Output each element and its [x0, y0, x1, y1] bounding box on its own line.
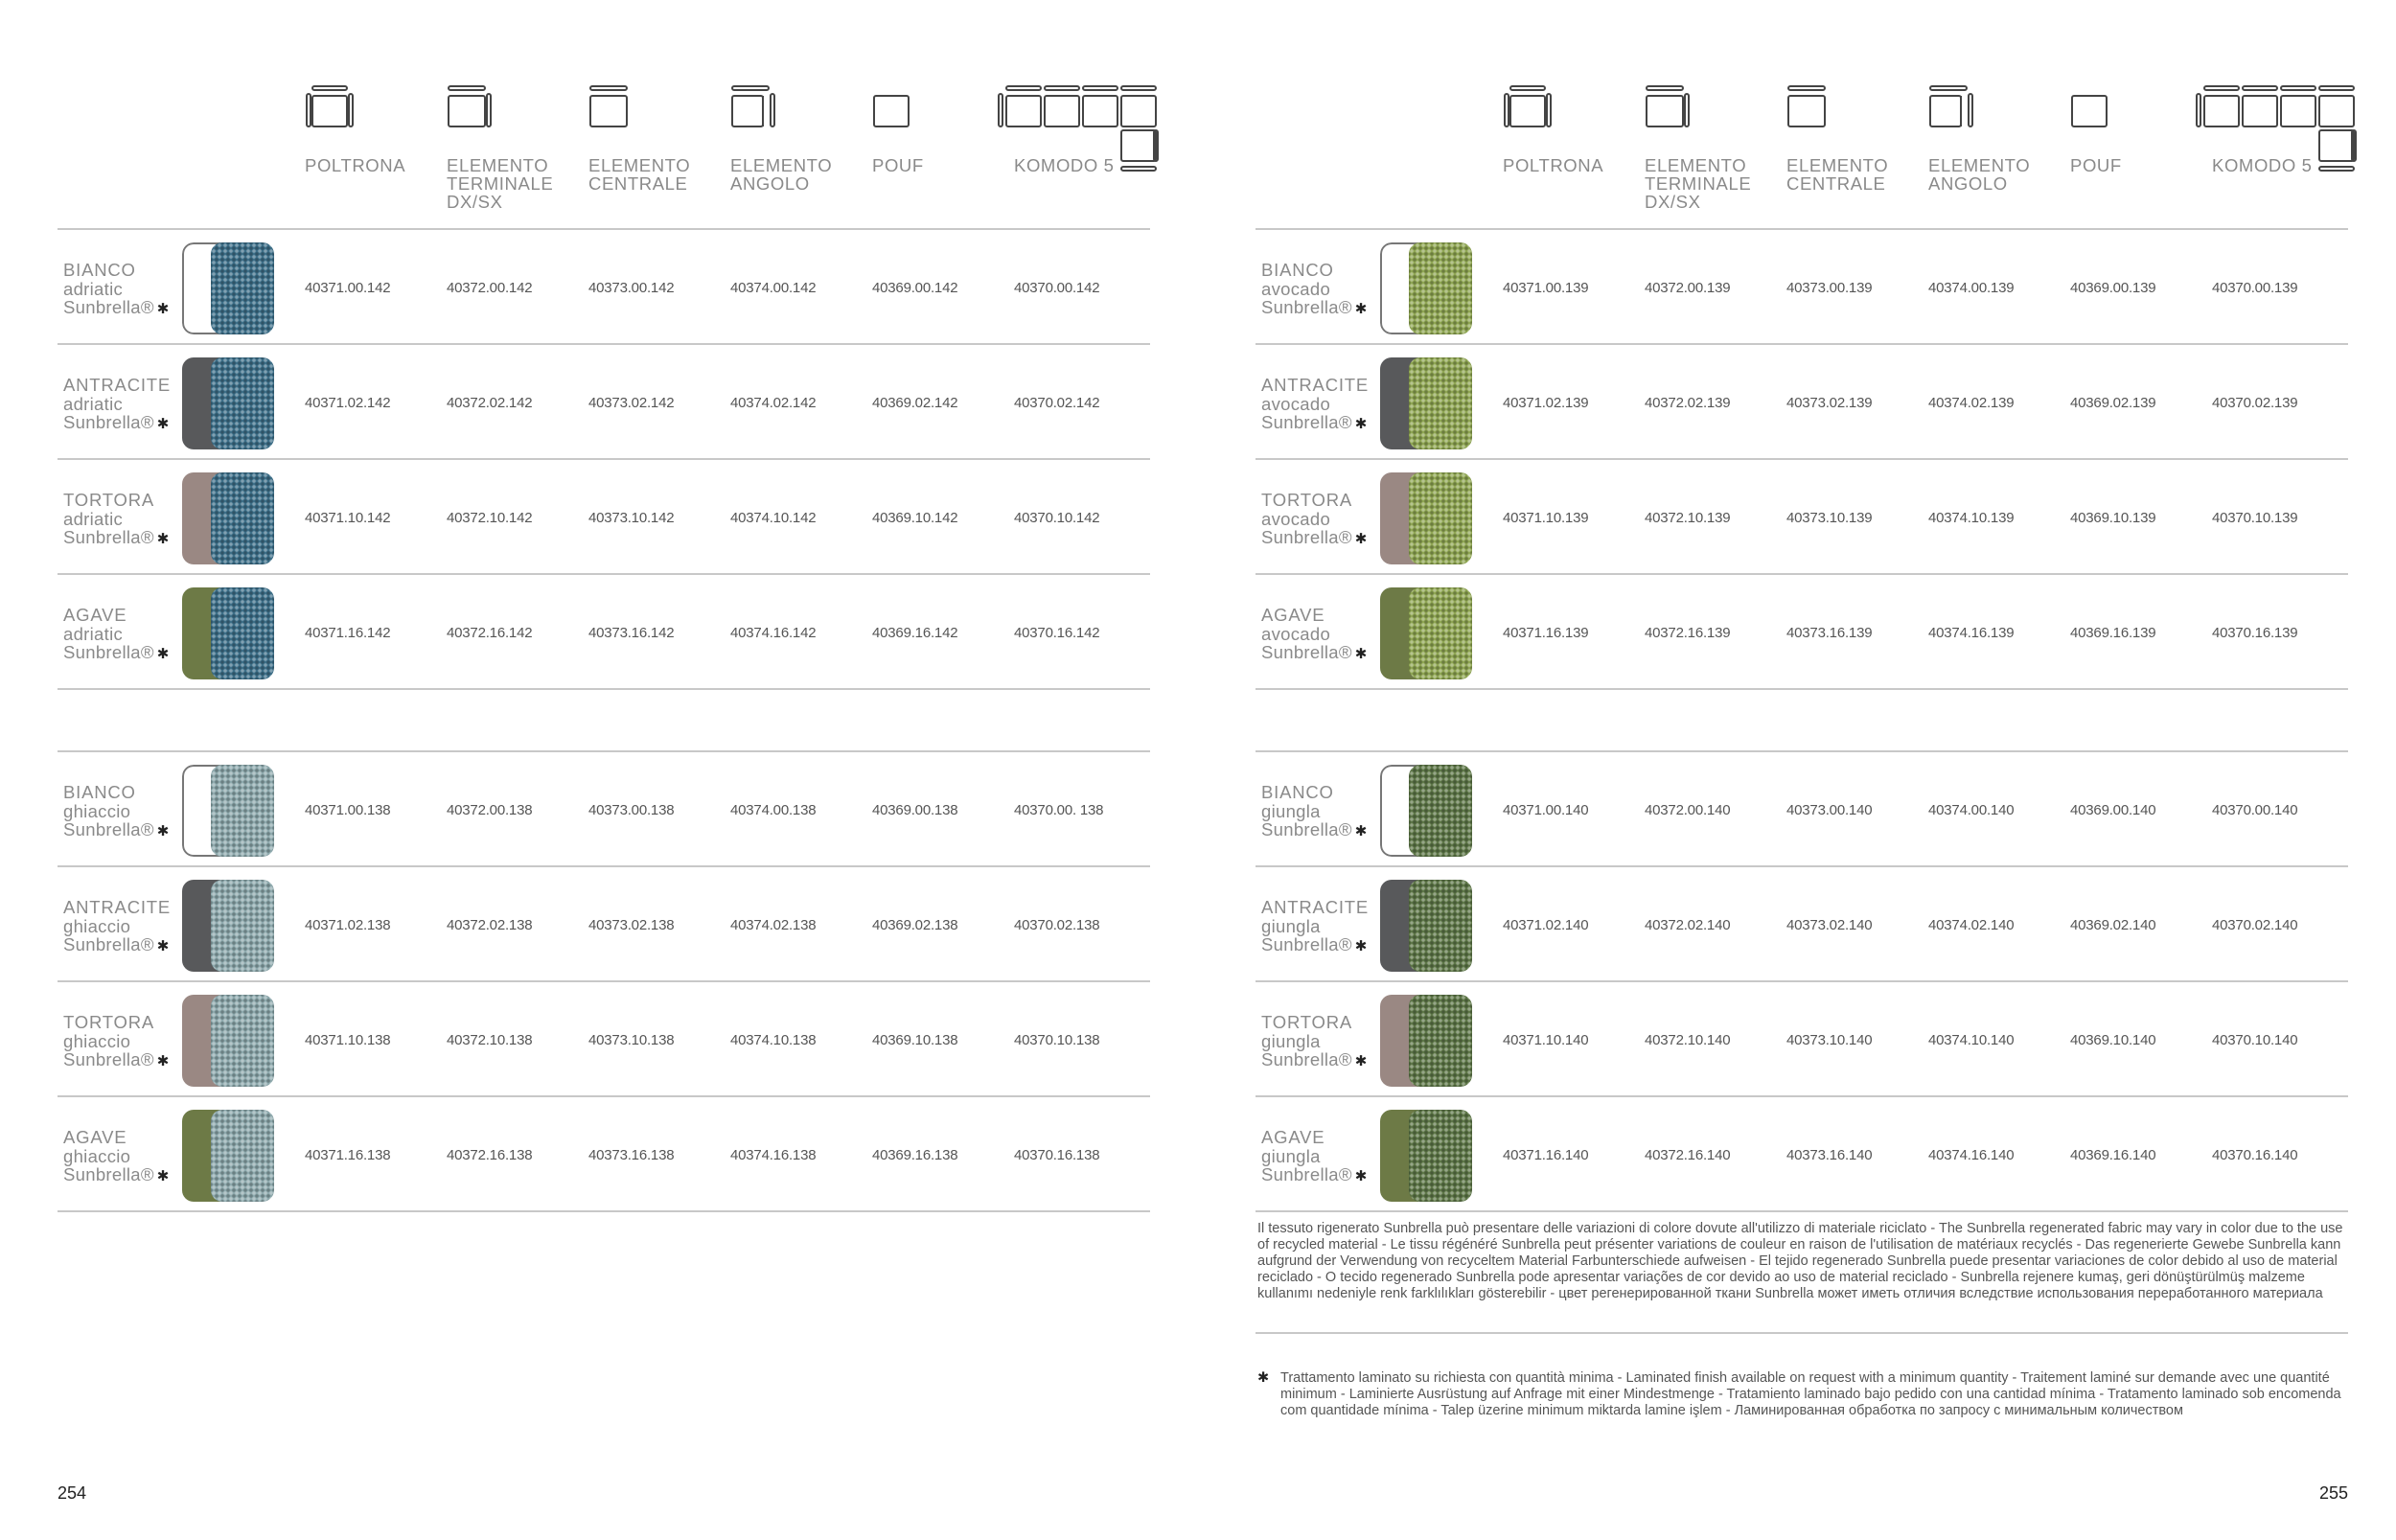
product-code: 40374.02.139	[1928, 395, 2015, 411]
product-code: 40373.10.139	[1786, 510, 1873, 526]
table-row	[58, 752, 1150, 867]
finish-name	[1261, 376, 1369, 434]
laminate-star-icon: ✱	[156, 531, 170, 547]
finish-swatch	[1380, 765, 1472, 857]
product-code: 40371.00.139	[1503, 280, 1589, 296]
brand-text: Sunbrella®	[63, 527, 154, 547]
column-label: ELEMENTO CENTRALE	[588, 155, 691, 194]
product-code: 40372.00.140	[1645, 802, 1731, 818]
product-code: 40370.02.138	[1014, 917, 1100, 933]
product-code: 40372.02.142	[447, 395, 533, 411]
brand-label	[1261, 528, 1368, 549]
laminate-star-icon: ✱	[156, 416, 170, 432]
product-code: 40374.02.142	[730, 395, 817, 411]
brand-label	[1261, 1165, 1368, 1186]
finish-name	[63, 261, 170, 319]
table-row	[1256, 460, 2348, 575]
product-code: 40373.16.142	[588, 625, 675, 641]
table-row	[1256, 345, 2348, 460]
product-code: 40370.16.140	[2212, 1147, 2298, 1163]
product-code: 40369.00.138	[872, 802, 958, 818]
product-code: 40372.10.142	[447, 510, 533, 526]
product-code: 40371.10.142	[305, 510, 391, 526]
product-code: 40369.00.140	[2070, 802, 2156, 818]
finish-swatch	[182, 765, 274, 857]
product-code: 40370.16.142	[1014, 625, 1100, 641]
frame-color-label: ANTRACITE	[1261, 897, 1370, 917]
fabric-swatch	[1409, 472, 1472, 564]
fabric-swatch	[1409, 1110, 1472, 1202]
product-code: 40370.00. 138	[1014, 802, 1104, 818]
product-code: 40371.16.140	[1503, 1147, 1589, 1163]
table-row	[58, 982, 1150, 1097]
column-label: ELEMENTO TERMINALE DX/SX	[1645, 155, 1752, 212]
product-code: 40374.00.139	[1928, 280, 2015, 296]
product-code: 40370.00.140	[2212, 802, 2298, 818]
product-code: 40372.02.139	[1645, 395, 1731, 411]
fabric-swatch	[211, 1110, 274, 1202]
laminate-star-icon: ✱	[156, 1168, 170, 1184]
recycled-fabric-note: Il tessuto rigenerato Sunbrella può presentare delle variazioni di colore dovute all'utilizzo di materiale riciclato - The Sunbrella regenerated fabric may vary in color due to the use of recycled material - Le tissu régénéré Sunbrella peut présenter variations de couleur en raison de l'utilisation de matériaux recyclés - Das regenerierte Gewebe Sunbrella kann aufgrund der Verwendung von recyceltem Material Farbunterschiede aufweisen - El tejido regenerado Sunbrella puede presentar variaciones de color debido al uso de material reciclado - O tecido regenerado Sunbrella pode apresentar variações de cor devido ao uso de material reciclado - Sunbrella rejenere kumaş, geri dönüştürülmüş malzeme kullanımı nedeniyle renk farklılıkları gösterebilir - цвет регенерированной ткани Sunbrella может иметь отличия вследствие использования переработанного материала	[1257, 1221, 2343, 1301]
laminate-star-icon: ✱	[1354, 301, 1368, 317]
finish-swatch	[182, 880, 274, 972]
laminate-star-icon: ✱	[156, 646, 170, 662]
brand-text: Sunbrella®	[63, 1164, 154, 1184]
finish-name	[1261, 1013, 1368, 1071]
brand-text: Sunbrella®	[63, 934, 154, 954]
brand-text: Sunbrella®	[1261, 1049, 1352, 1069]
frame-color-label: ANTRACITE	[1261, 375, 1370, 395]
armchair-icon	[1503, 84, 1555, 132]
finish-name	[1261, 1128, 1368, 1186]
fabric-label: avocado	[1261, 623, 1331, 644]
finish-swatch	[182, 587, 274, 679]
table-row	[1256, 867, 2348, 982]
table-row	[1256, 1097, 2348, 1212]
finish-name	[1261, 783, 1368, 841]
frame-color-label: BIANCO	[1261, 260, 1334, 280]
product-code: 40370.02.142	[1014, 395, 1100, 411]
frame-color-label: BIANCO	[63, 782, 136, 802]
brand-text: Sunbrella®	[63, 819, 154, 839]
finish-name	[1261, 491, 1368, 549]
brand-label	[63, 528, 170, 549]
product-code: 40372.10.139	[1645, 510, 1731, 526]
product-code: 40370.02.139	[2212, 395, 2298, 411]
product-code: 40373.10.140	[1786, 1032, 1873, 1048]
finish-swatch	[1380, 995, 1472, 1087]
brand-label	[1261, 1050, 1368, 1071]
laminate-star-icon: ✱	[1354, 1168, 1368, 1184]
brand-text: Sunbrella®	[1261, 642, 1352, 662]
laminate-star-icon: ✱	[1354, 1053, 1368, 1069]
finish-swatch	[182, 995, 274, 1087]
product-code: 40374.10.138	[730, 1032, 817, 1048]
product-code: 40372.00.142	[447, 280, 533, 296]
product-code: 40374.00.138	[730, 802, 817, 818]
product-code: 40374.02.140	[1928, 917, 2015, 933]
product-code: 40371.10.138	[305, 1032, 391, 1048]
column-label: KOMODO 5	[2212, 155, 2313, 175]
page-number: 254	[58, 1483, 87, 1503]
product-code: 40370.02.140	[2212, 917, 2298, 933]
brand-label	[63, 1050, 170, 1071]
fabric-swatch	[211, 995, 274, 1087]
product-code: 40373.02.140	[1786, 917, 1873, 933]
column-label: POUF	[2070, 155, 2122, 175]
product-code: 40369.10.142	[872, 510, 958, 526]
column-label: ELEMENTO CENTRALE	[1786, 155, 1889, 194]
product-code: 40374.10.139	[1928, 510, 2015, 526]
fabric-label: giungla	[1261, 800, 1321, 821]
product-code: 40369.10.140	[2070, 1032, 2156, 1048]
table-row	[58, 575, 1150, 690]
fabric-swatch	[211, 242, 274, 334]
product-code: 40372.16.139	[1645, 625, 1731, 641]
table-row	[58, 1097, 1150, 1212]
finish-name	[63, 491, 170, 549]
finish-name	[63, 376, 171, 434]
brand-text: Sunbrella®	[1261, 1164, 1352, 1184]
finish-swatch	[182, 357, 274, 449]
product-code: 40373.16.139	[1786, 625, 1873, 641]
central-element-icon	[588, 84, 631, 132]
product-code: 40374.10.142	[730, 510, 817, 526]
product-code: 40370.10.139	[2212, 510, 2298, 526]
fabric-label: adriatic	[63, 393, 124, 414]
finish-swatch	[1380, 1110, 1472, 1202]
frame-color-label: TORTORA	[63, 1012, 155, 1032]
frame-color-label: TORTORA	[63, 490, 155, 510]
finish-swatch	[1380, 587, 1472, 679]
fabric-label: giungla	[1261, 1030, 1321, 1051]
fabric-swatch	[211, 765, 274, 857]
fabric-swatch	[1409, 765, 1472, 857]
brand-text: Sunbrella®	[63, 297, 154, 317]
product-code: 40370.10.142	[1014, 510, 1100, 526]
product-code: 40371.10.140	[1503, 1032, 1589, 1048]
frame-color-label: AGAVE	[63, 605, 127, 625]
product-code: 40373.00.138	[588, 802, 675, 818]
product-code: 40371.02.138	[305, 917, 391, 933]
column-label: POLTRONA	[305, 155, 406, 175]
product-code: 40372.16.138	[447, 1147, 533, 1163]
fabric-label: avocado	[1261, 508, 1331, 529]
brand-label	[63, 1165, 170, 1186]
product-code: 40370.10.140	[2212, 1032, 2298, 1048]
frame-color-label: TORTORA	[1261, 1012, 1353, 1032]
brand-label	[63, 935, 171, 956]
brand-text: Sunbrella®	[1261, 527, 1352, 547]
frame-color-label: BIANCO	[1261, 782, 1334, 802]
brand-label	[63, 413, 171, 434]
laminate-star-icon: ✱	[1257, 1370, 1270, 1386]
fabric-swatch	[211, 880, 274, 972]
product-code: 40371.16.142	[305, 625, 391, 641]
laminate-star-icon: ✱	[156, 823, 170, 839]
product-code: 40374.16.138	[730, 1147, 817, 1163]
brand-label	[1261, 298, 1368, 319]
product-code: 40371.00.138	[305, 802, 391, 818]
laminate-star-icon: ✱	[1354, 416, 1368, 432]
brand-label	[1261, 413, 1369, 434]
column-label: POLTRONA	[1503, 155, 1604, 175]
fabric-swatch	[1409, 242, 1472, 334]
product-code: 40369.02.139	[2070, 395, 2156, 411]
product-code: 40370.10.138	[1014, 1032, 1100, 1048]
product-code: 40374.02.138	[730, 917, 817, 933]
brand-text: Sunbrella®	[1261, 412, 1352, 432]
frame-color-label: ANTRACITE	[63, 897, 172, 917]
product-code: 40373.02.142	[588, 395, 675, 411]
fabric-label: ghiaccio	[63, 1145, 131, 1166]
fabric-label: giungla	[1261, 1145, 1321, 1166]
product-code: 40369.02.142	[872, 395, 958, 411]
product-code: 40373.00.142	[588, 280, 675, 296]
fabric-swatch	[1409, 995, 1472, 1087]
fabric-swatch	[1409, 880, 1472, 972]
product-code: 40374.00.142	[730, 280, 817, 296]
product-code: 40369.02.140	[2070, 917, 2156, 933]
finish-swatch	[182, 1110, 274, 1202]
brand-text: Sunbrella®	[1261, 934, 1352, 954]
brand-text: Sunbrella®	[1261, 297, 1352, 317]
product-code: 40374.16.139	[1928, 625, 2015, 641]
table-row	[1256, 982, 2348, 1097]
product-code: 40369.16.138	[872, 1147, 958, 1163]
laminate-star-icon: ✱	[1354, 531, 1368, 547]
fabric-swatch	[1409, 357, 1472, 449]
product-code: 40369.00.139	[2070, 280, 2156, 296]
column-label: ELEMENTO ANGOLO	[1928, 155, 2031, 194]
product-code: 40370.16.139	[2212, 625, 2298, 641]
pouf-icon	[872, 84, 914, 132]
finish-swatch	[1380, 472, 1472, 564]
brand-label	[63, 820, 170, 841]
product-code: 40372.16.142	[447, 625, 533, 641]
central-element-icon	[1786, 84, 1829, 132]
product-code: 40369.16.139	[2070, 625, 2156, 641]
finish-name	[63, 1128, 170, 1186]
product-code: 40371.02.139	[1503, 395, 1589, 411]
product-code: 40373.16.140	[1786, 1147, 1873, 1163]
fabric-label: ghiaccio	[63, 915, 131, 936]
laminate-star-icon: ✱	[156, 301, 170, 317]
product-code: 40372.10.140	[1645, 1032, 1731, 1048]
brand-text: Sunbrella®	[63, 1049, 154, 1069]
product-code: 40370.00.142	[1014, 280, 1100, 296]
laminate-star-icon: ✱	[156, 938, 170, 954]
corner-element-icon	[730, 84, 776, 132]
armchair-icon	[305, 84, 357, 132]
product-code: 40371.00.142	[305, 280, 391, 296]
pouf-icon	[2070, 84, 2112, 132]
laminate-star-icon: ✱	[1354, 646, 1368, 662]
finish-name	[63, 1013, 170, 1071]
right-page	[1198, 0, 2396, 1540]
brand-text: Sunbrella®	[63, 642, 154, 662]
laminate-note: Trattamento laminato su richiesta con quantità minima - Laminated finish available on request with a minimum quantity - Traitement laminé sur demande avec une quantité minimum - Laminierte Ausrüstung auf Anfrage mit einer Mindestmenge - Tratamiento laminado bajo pedido con una cantidad mínima - Tratamento laminado sob encomenda com quantidade mínima - Talep üzerine minimum miktarda lamine işlem - Ламинированная обработка по запросу с минимальным количеством	[1280, 1370, 2341, 1418]
product-code: 40373.02.139	[1786, 395, 1873, 411]
product-code: 40374.00.140	[1928, 802, 2015, 818]
frame-color-label: TORTORA	[1261, 490, 1353, 510]
fabric-label: adriatic	[63, 623, 124, 644]
laminate-star-icon: ✱	[1354, 823, 1368, 839]
product-code: 40371.02.140	[1503, 917, 1589, 933]
product-code: 40369.10.138	[872, 1032, 958, 1048]
product-code: 40369.16.140	[2070, 1147, 2156, 1163]
table-row	[1256, 230, 2348, 345]
frame-color-label: AGAVE	[63, 1127, 127, 1147]
product-code: 40372.00.139	[1645, 280, 1731, 296]
table-row	[58, 230, 1150, 345]
finish-swatch	[1380, 880, 1472, 972]
finish-swatch	[182, 472, 274, 564]
fabric-label: adriatic	[63, 278, 124, 299]
table-row	[58, 345, 1150, 460]
brand-label	[1261, 935, 1369, 956]
product-code: 40374.16.142	[730, 625, 817, 641]
product-code: 40370.00.139	[2212, 280, 2298, 296]
finish-name	[1261, 606, 1368, 664]
product-code: 40374.16.140	[1928, 1147, 2015, 1163]
frame-color-label: AGAVE	[1261, 605, 1325, 625]
finish-name	[1261, 261, 1368, 319]
brand-label	[63, 643, 170, 664]
table-row	[1256, 752, 2348, 867]
fabric-label: avocado	[1261, 278, 1331, 299]
finish-swatch	[182, 242, 274, 334]
fabric-label: giungla	[1261, 915, 1321, 936]
column-label: ELEMENTO ANGOLO	[730, 155, 833, 194]
finish-swatch	[1380, 242, 1472, 334]
fabric-label: adriatic	[63, 508, 124, 529]
column-label: KOMODO 5	[1014, 155, 1115, 175]
product-code: 40371.02.142	[305, 395, 391, 411]
note-divider	[1256, 1332, 2348, 1334]
brand-text: Sunbrella®	[1261, 819, 1352, 839]
frame-color-label: ANTRACITE	[63, 375, 172, 395]
corner-element-icon	[1928, 84, 1974, 132]
finish-swatch	[1380, 357, 1472, 449]
product-code: 40372.02.138	[447, 917, 533, 933]
product-code: 40373.02.138	[588, 917, 675, 933]
product-code: 40372.10.138	[447, 1032, 533, 1048]
product-code: 40370.16.138	[1014, 1147, 1100, 1163]
brand-label	[1261, 820, 1368, 841]
product-code: 40372.00.138	[447, 802, 533, 818]
product-code: 40371.16.138	[305, 1147, 391, 1163]
product-code: 40373.16.138	[588, 1147, 675, 1163]
fabric-swatch	[1409, 587, 1472, 679]
table-row	[58, 867, 1150, 982]
column-label: POUF	[872, 155, 924, 175]
product-code: 40369.02.138	[872, 917, 958, 933]
product-code: 40371.00.140	[1503, 802, 1589, 818]
product-code: 40373.00.139	[1786, 280, 1873, 296]
end-element-icon	[447, 84, 493, 132]
product-code: 40371.16.139	[1503, 625, 1589, 641]
finish-name	[63, 783, 170, 841]
frame-color-label: BIANCO	[63, 260, 136, 280]
product-code: 40371.10.139	[1503, 510, 1589, 526]
table-row	[1256, 575, 2348, 690]
frame-color-label: AGAVE	[1261, 1127, 1325, 1147]
product-code: 40372.16.140	[1645, 1147, 1731, 1163]
fabric-label: ghiaccio	[63, 1030, 131, 1051]
page-number: 255	[2318, 1483, 2348, 1503]
brand-label	[1261, 643, 1368, 664]
fabric-swatch	[211, 587, 274, 679]
fabric-label: ghiaccio	[63, 800, 131, 821]
fabric-swatch	[211, 472, 274, 564]
column-label: ELEMENTO TERMINALE DX/SX	[447, 155, 554, 212]
product-code: 40374.10.140	[1928, 1032, 2015, 1048]
product-code: 40373.10.138	[588, 1032, 675, 1048]
end-element-icon	[1645, 84, 1691, 132]
finish-name	[63, 898, 171, 956]
product-code: 40373.10.142	[588, 510, 675, 526]
laminate-star-icon: ✱	[156, 1053, 170, 1069]
product-code: 40369.10.139	[2070, 510, 2156, 526]
product-code: 40369.16.142	[872, 625, 958, 641]
table-row	[58, 460, 1150, 575]
product-code: 40372.02.140	[1645, 917, 1731, 933]
product-code: 40373.00.140	[1786, 802, 1873, 818]
finish-name	[63, 606, 170, 664]
finish-name	[1261, 898, 1369, 956]
product-code: 40369.00.142	[872, 280, 958, 296]
laminate-star-icon: ✱	[1354, 938, 1368, 954]
brand-label	[63, 298, 170, 319]
fabric-label: avocado	[1261, 393, 1331, 414]
brand-text: Sunbrella®	[63, 412, 154, 432]
fabric-swatch	[211, 357, 274, 449]
